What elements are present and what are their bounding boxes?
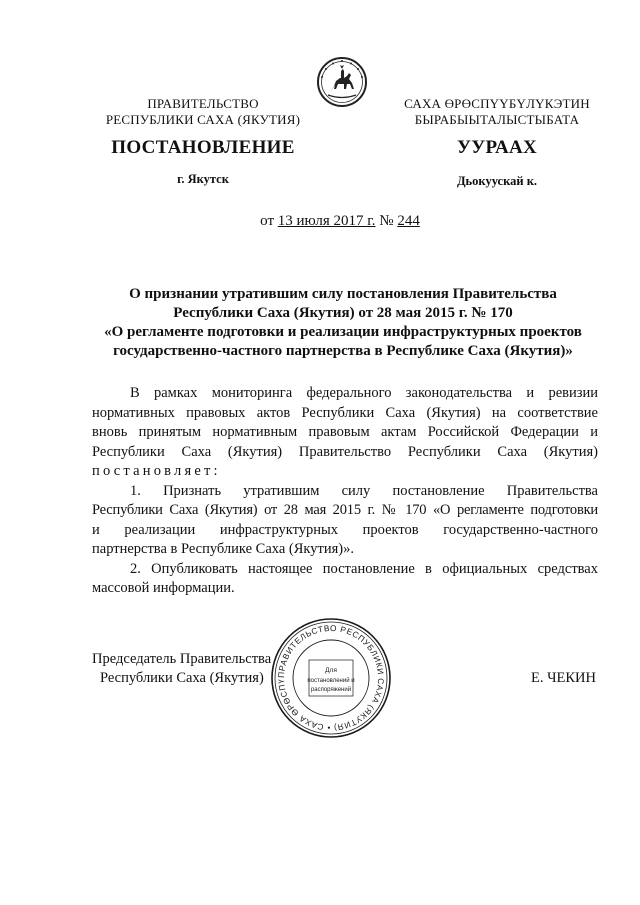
signature-position-line2: Республики Саха (Якутия) (100, 670, 264, 686)
city-left: г. Якутск (177, 172, 229, 186)
stamp-ring-text: ПРАВИТЕЛЬСТВО РЕСПУБЛИКИ САХА (ЯКУТИЯ) • САХА ӨРӨСПҮ (275, 622, 387, 734)
date-line (100, 213, 580, 230)
body-line-resolves: постановляет: (92, 463, 221, 479)
body-line: В рамках мониторинга федерального законодательства и ревизии (130, 385, 598, 401)
stamp-inner-line1: Для (325, 667, 337, 674)
body-line: 1. Признать утратившим силу постановление Правительства (130, 482, 598, 499)
doc-type-left: ПОСТАНОВЛЕНИЕ (111, 137, 295, 158)
body-line: Республики Саха (Якутия) Правительство Республики Саха (Якутия) (92, 443, 598, 460)
header-right-line1: САХА ӨРӨСПҮҮБҮЛҮКЭТИН (404, 96, 590, 111)
date-prefix: от (260, 213, 275, 229)
document-number: 244 (397, 213, 420, 229)
title-line: Республики Саха (Якутия) от 28 мая 2015 г. № 170 (173, 305, 513, 321)
header-left-line1: ПРАВИТЕЛЬСТВО (147, 96, 259, 111)
official-stamp (269, 616, 393, 740)
title-line: О признании утратившим силу постановления Правительства (129, 286, 557, 302)
document-title (88, 285, 598, 361)
body-line: нормативных правовых актов Республики Саха (Якутия) на соответствие (92, 404, 598, 421)
body-line: партнерства в Республике Саха (Якутия)». (92, 541, 354, 557)
header-right (382, 96, 612, 128)
body-line: массовой информации. (92, 580, 235, 596)
stamp-inner-line2: постановлений и (307, 678, 355, 684)
header-left-line2: РЕСПУБЛИКИ САХА (ЯКУТИЯ) (105, 112, 301, 127)
title-line: государственно-частного партнерства в Республике Саха (Якутия)» (113, 343, 573, 359)
signatory-name: Е. ЧЕКИН (530, 670, 596, 686)
body-line: и реализации инфраструктурных проектов государственно-частного (92, 521, 598, 538)
doc-type-right: УУРААХ (456, 137, 538, 158)
city-right: Дьокуускай к. (456, 174, 538, 188)
body-line: Республики Саха (Якутия) от 28 мая 2015 г. № 170 «О регламенте подготовки (92, 502, 598, 518)
header-left (88, 96, 318, 128)
header-right-line2: БЫРАБЫЫТАЛЫСТЫБАТА (414, 112, 580, 127)
stamp-inner-line3: распоряжений (310, 687, 352, 693)
document-date: 13 июля 2017 г. (277, 213, 376, 229)
signature-position-line1: Председатель Правительства (92, 651, 272, 667)
body-line: вновь принятым нормативным правовым актам Российской Федерации и (92, 424, 598, 440)
title-line: «О регламенте подготовки и реализации инфраструктурных проектов (104, 324, 582, 340)
document-body (92, 384, 598, 599)
coat-of-arms-icon (316, 56, 368, 108)
body-line: 2. Опубликовать настоящее постановление в официальных средствах (130, 560, 598, 577)
number-sign: № (379, 213, 394, 229)
